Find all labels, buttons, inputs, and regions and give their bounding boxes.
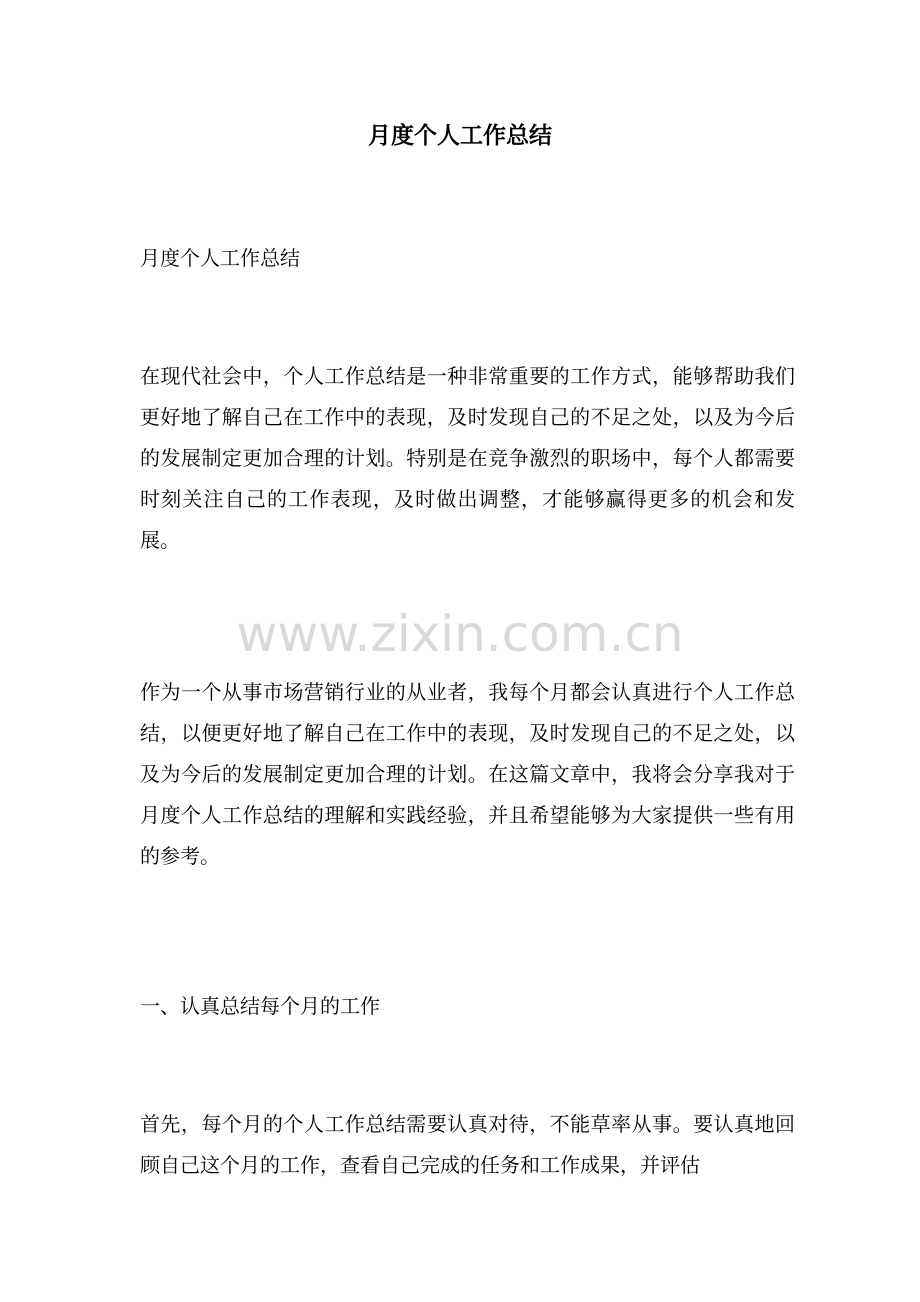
paragraph-intro: 在现代社会中，个人工作总结是一种非常重要的工作方式，能够帮助我们更好地了解自己在工作中的表现，及时发现自己的不足之处，以及为今后的发展制定更加合理的计划。特别是在竞争激烈的职场中，每个人都需要时刻关注自己的工作表现，及时做出调整，才能够赢得更多的机会和发展。 bbox=[140, 364, 795, 552]
watermark: www.zixin.com.cn bbox=[236, 605, 684, 663]
page-title: 月度个人工作总结 bbox=[368, 122, 552, 149]
document-subtitle: 月度个人工作总结 bbox=[140, 246, 300, 270]
section-heading: 一、认真总结每个月的工作 bbox=[140, 994, 380, 1018]
paragraph-background: 作为一个从事市场营销行业的从业者，我每个月都会认真进行个人工作总结，以便更好地了解自己在工作中的表现，及时发现自己的不足之处，以及为今后的发展制定更加合理的计划。在这篇文章中，我将会分享我对于月度个人工作总结的理解和实践经验，并且希望能够为大家提供一些有用的参考。 bbox=[140, 680, 795, 868]
paragraph-section-1: 首先，每个月的个人工作总结需要认真对待，不能草率从事。要认真地回顾自己这个月的工作，查看自己完成的任务和工作成果，并评估 bbox=[140, 1112, 795, 1177]
